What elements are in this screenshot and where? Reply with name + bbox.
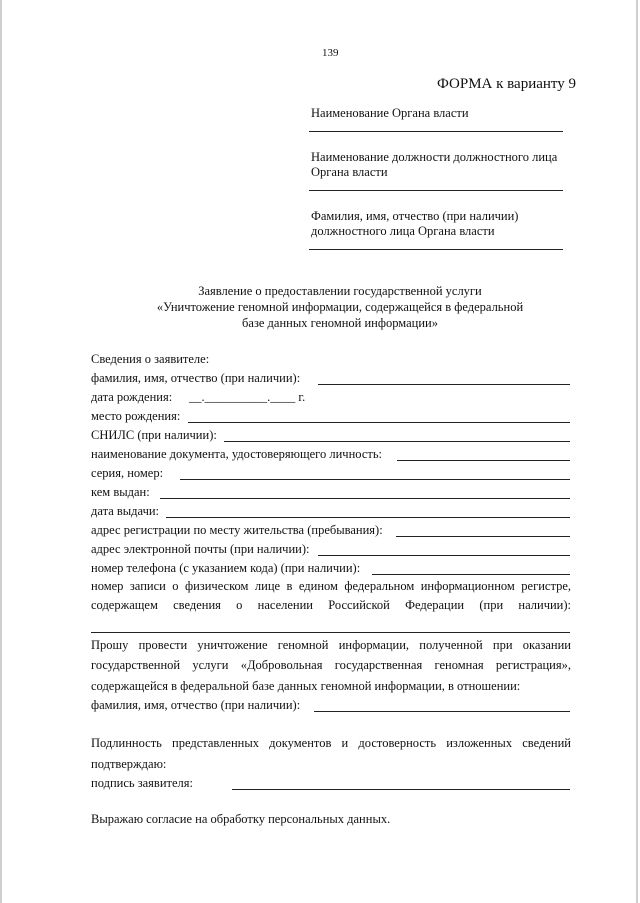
- official-name-label-1: Фамилия, имя, отчество (при наличии): [311, 209, 519, 223]
- birth-date-field[interactable]: __.__________.____ г.: [189, 390, 306, 404]
- request-fio-field[interactable]: [314, 711, 570, 712]
- signature-field[interactable]: [232, 789, 570, 790]
- doc-name-field[interactable]: [397, 460, 570, 461]
- authority-name-label: Наименование Органа власти: [311, 106, 469, 120]
- birth-place-label: место рождения:: [91, 409, 181, 423]
- registry-label-2: содержащем сведения о населении Российской Федерации (при наличии):: [91, 598, 571, 612]
- request-text-3: содержащейся в федеральной базе данных геномной информации, в отношении:: [91, 679, 521, 693]
- request-fio-label: фамилия, имя, отчество (при наличии):: [91, 698, 301, 712]
- applicant-fio-label: фамилия, имя, отчество (при наличии):: [91, 371, 301, 385]
- doc-name-label: наименование документа, удостоверяющего личность:: [91, 447, 383, 461]
- reg-address-field[interactable]: [396, 536, 570, 537]
- registry-field[interactable]: [91, 632, 570, 633]
- request-text-1: Прошу провести уничтожение геномной информации, полученной при оказании: [91, 638, 571, 652]
- issue-date-label: дата выдачи:: [91, 504, 160, 518]
- form-label: ФОРМА к варианту 9: [437, 76, 577, 92]
- series-number-label: серия, номер:: [91, 466, 164, 480]
- applicant-heading: Сведения о заявителе:: [91, 352, 210, 366]
- official-position-field[interactable]: [309, 190, 563, 191]
- title-line-1: Заявление о предоставлении государственной услуги: [198, 284, 482, 298]
- title-line-3: базе данных геномной информации»: [242, 316, 438, 330]
- scan-edge-left: [0, 0, 2, 903]
- applicant-fio-field[interactable]: [318, 384, 570, 385]
- issue-date-field[interactable]: [166, 517, 570, 518]
- confirmation-text-1: Подлинность представленных документов и достоверность изложенных сведений: [91, 736, 571, 750]
- official-name-label-2: должностного лица Органа власти: [311, 224, 495, 238]
- official-position-label-2: Органа власти: [311, 165, 388, 179]
- scan-edge-right: [636, 0, 638, 903]
- signature-label: подпись заявителя:: [91, 776, 193, 790]
- email-field[interactable]: [318, 555, 570, 556]
- authority-name-field[interactable]: [309, 131, 563, 132]
- official-name-field[interactable]: [309, 249, 563, 250]
- issued-by-field[interactable]: [160, 498, 570, 499]
- reg-address-label: адрес регистрации по месту жительства (пребывания):: [91, 523, 383, 537]
- issued-by-label: кем выдан:: [91, 485, 150, 499]
- series-number-field[interactable]: [180, 479, 570, 480]
- page-number: 139: [322, 47, 339, 59]
- snils-label: СНИЛС (при наличии):: [91, 428, 217, 442]
- email-label: адрес электронной почты (при наличии):: [91, 542, 310, 556]
- consent-text: Выражаю согласие на обработку персональных данных.: [91, 812, 391, 826]
- registry-label-1: номер записи о физическом лице в едином федеральном информационном регистре,: [91, 579, 571, 593]
- title-line-2: «Уничтожение геномной информации, содержащейся в федеральной: [156, 300, 524, 314]
- phone-field[interactable]: [372, 574, 570, 575]
- official-position-label-1: Наименование должности должностного лица: [311, 150, 558, 164]
- birth-date-label: дата рождения:: [91, 390, 173, 404]
- birth-place-field[interactable]: [188, 422, 570, 423]
- request-text-2: государственной услуги «Добровольная государственная геномная регистрация»,: [91, 658, 571, 672]
- phone-label: номер телефона (с указанием кода) (при наличии):: [91, 561, 361, 575]
- snils-field[interactable]: [224, 441, 570, 442]
- confirmation-text-2: подтверждаю:: [91, 757, 167, 771]
